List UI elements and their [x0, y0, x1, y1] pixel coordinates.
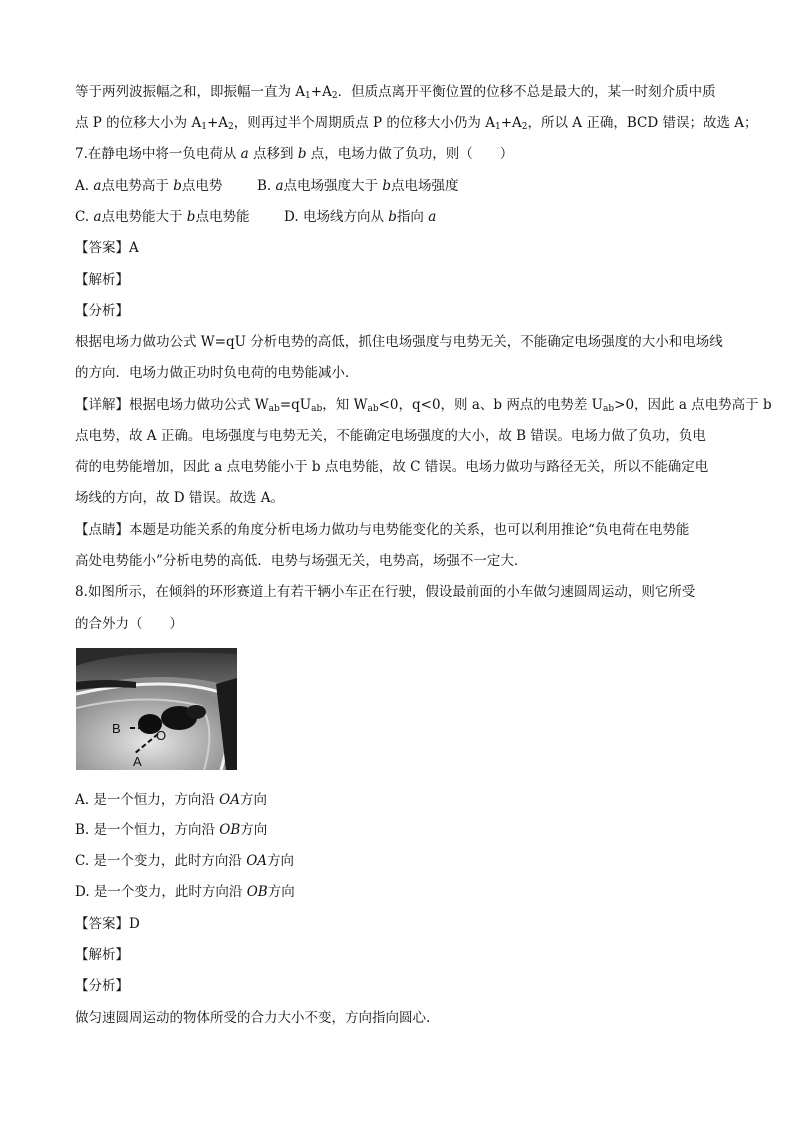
comment-text: 高处电势能小”分析电势的高低．电势与场强无关，电势高，场强不一定大． [75, 553, 528, 569]
option-c: C. 是一个变力，此时方向沿 OA方向 [75, 853, 295, 869]
figure-label-a: A [133, 754, 142, 769]
paragraph-line: 点 P 的位移大小为 $A_1+A_2$，则再过半个周期质点 P 的位移大小仍为 $A_1+A_2$，所以 A 正确，BCD 错误；故选 A； [75, 115, 758, 132]
analysis-text: 做匀速圆周运动的物体所受的合力大小不变，方向指向圆心. [75, 1010, 431, 1026]
race-track-photo [76, 648, 237, 770]
comment-text: 【点睛】本题是功能关系的角度分析电场力做功与电势能变化的关系，也可以利用推论“负电荷在电势能 [75, 522, 690, 538]
answer-label: 【答案】D [75, 916, 140, 932]
option-a: A. 是一个恒力，方向沿 OA方向 [75, 792, 267, 808]
explanation-label: 【解析】 [75, 947, 129, 963]
detail-text: 场线的方向，故 D 错误。故选 A。 [75, 490, 284, 506]
option-b: B. a点电场强度大于 b点电场强度 [256, 178, 459, 194]
option-c: C. a点电势能大于 b点电势能 [75, 209, 250, 225]
question-7-stem: 7.在静电场中将一负电荷从 a 点移到 b 点，电场力做了负功，则（ ） [75, 146, 514, 162]
option-d: D. 是一个变力，此时方向沿 OB方向 [75, 884, 295, 900]
analysis-text: 的方向．电场力做正功时负电荷的电势能减小． [75, 365, 359, 381]
question-7-options-row2 [75, 207, 436, 227]
detail-text: 荷的电势能增加，因此 a 点电势能小于 b 点电势能，故 C 错误。电场力做功与路径无关，所以不能确定电 [75, 459, 709, 475]
explanation-label: 【解析】 [75, 272, 129, 288]
analysis-label: 【分析】 [75, 303, 129, 319]
detail-text: 点电势，故 A 正确。电场强度与电势无关，不能确定电场强度的大小，故 B 错误。电场力做了负功，负电 [75, 428, 706, 444]
option-d: D. 电场线方向从 b指向 a [284, 209, 437, 225]
figure-label-o: O [156, 728, 167, 743]
option-b: B. 是一个恒力，方向沿 OB方向 [75, 822, 268, 838]
car-far [186, 705, 206, 719]
question-8-stem: 的合外力（ ） [75, 616, 183, 632]
analysis-label: 【分析】 [75, 978, 129, 994]
detail-text: 【详解】根据电场力做功公式 $W_{ab}=qU_{ab}$，知 $W_{ab}<0$，q<0，则 a、b 两点的电势差 $U_{ab}>0$，因此 a 点电势高于 b [75, 397, 772, 414]
question-8-stem: 8.如图所示，在倾斜的环形赛道上有若干辆小车正在行驶，假设最前面的小车做匀速圆周运动，则它所受 [75, 584, 696, 600]
analysis-text: 根据电场力做功公式 W=qU 分析电势的高低，抓住电场强度与电势无关，不能确定电场强度的大小和电场线 [75, 334, 723, 350]
answer-label: 【答案】A [75, 240, 139, 256]
paragraph-line: 等于两列波振幅之和，即振幅一直为 $A_1+A_2$．但质点离开平衡位置的位移不总是最大的，某一时刻介质中质 [75, 84, 716, 101]
figure-label-b: B [112, 721, 121, 736]
option-a: A. a点电势高于 b点电势 [75, 178, 223, 194]
question-7-options-row1 [75, 176, 458, 196]
